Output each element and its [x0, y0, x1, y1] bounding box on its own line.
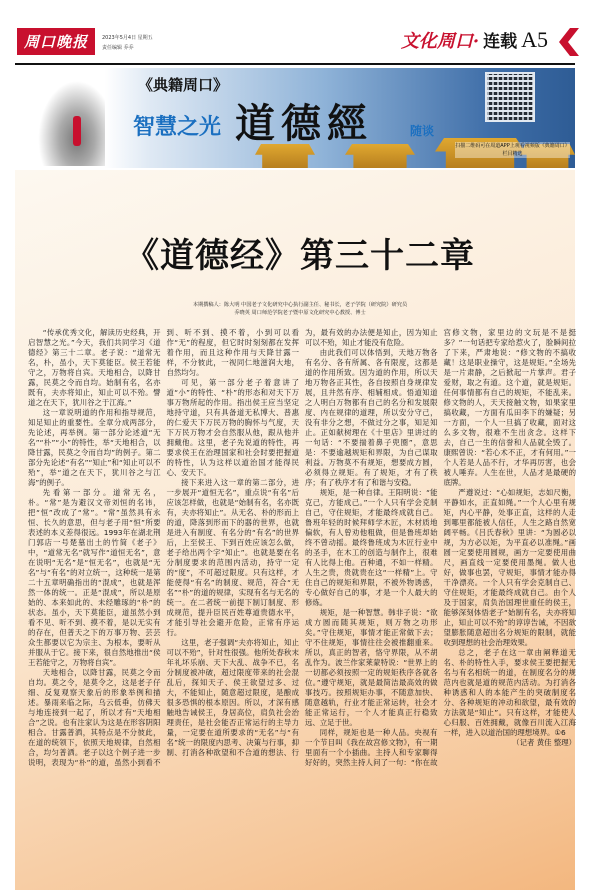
paragraph: 这里，老子强调“夫亦将知止，知止可以不殆”，针对性很强。他所处春秋末年礼坏乐崩、天下大乱、战争不已，名分制度被冲破，超过限度带来的社会混乱后，探知天子、侯王欲望过多、过大，不能知止，随意超过限度，是酿成很多恐惧的根本原因。所以，才深有感触地告诫侯王，身居高位，肩负社会治理责任，是社会能否正常运行的主导力量，一定要在道所要求的“无名”与“有名”统一的限度内思考、决策与行事，抑制、打消各种欲望和不合道的想法、行为，最有效的办法便是知止，因为知止可以不殆，知止才能没有危险。	[166, 328, 438, 757]
banner-series: 《典籍周口》	[138, 76, 229, 94]
qr-code[interactable]	[485, 72, 535, 122]
series-banner	[15, 68, 575, 168]
paragraph: 规矩，是一种智慧。韩非子说：“欲成方圆而随其规矩，则万物之功形矣。”守住规矩，事情才能正常做下去；守不住规矩，事情往往会被推翻重来。所以，真正的智者，恪守界限，从不胡乱作为。波兰作家莱蒙特说：“世界上的一切都必须按照一定的规矩秩序各就各位。”遵守规矩，就是最简洁最高效的做事技巧。按照规矩办事，不随意加快、随意越轨，行业才能正常运转，社会才能正常运行，一个人才能真正行稳致远、立足于世。	[305, 608, 438, 727]
article-title: 《道德经》第三十二章	[125, 236, 475, 276]
contributor-line: 本期撰稿人：陈大明 中国老子文化研究中心执行副主任、秘书长，老子学院（研究院）研究员	[192, 302, 408, 308]
section-heading	[401, 27, 548, 53]
paragraph: “传承优秀文化，解读历史经典，开启智慧之光。”今天，我们共同学习《道德经》第三十二章。老子说：“道常无名，朴，虽小，天下莫能臣。侯王若能守之，万物将自宾。天地相合，以降甘露，民莫之令而自均。始制有名，名亦既有，夫亦将知止，知止可以不殆。譬道之在天下，犹川谷之于江海。”	[28, 328, 161, 407]
paragraph: 规矩，是一种自律。王阳明说：“能克己，方能成己。”一个人只有学会克制自己，守住规矩，才能最终成就自己。鲁班年轻的时候拜师学木匠，木材质地偏软，有人曾劝他粗做，但是鲁班却始终不曾动摇。最终鲁班成为木匠行业中的圣手，在木工的创造与制作上，很难有人比得上他。百种通，不如一样精。人生之贵，贵就贵在这“一样精”上。守住自己的规矩和界限，不被外物诱惑，专心做好自己的事，才是一个人最大的修炼。	[305, 488, 438, 607]
contributor-line: 乔晓英 周口师范学院老子暨中原文化研究中心教授、博士	[234, 310, 366, 316]
qr-caption: 扫描二维码可在周道APP上观看视频版《典籍周口》栏目精选	[455, 143, 570, 157]
paragraph: 严遵说过：“心如规矩，志如尺衡，平静如水，正直如绳。”一个人心里有规矩，内心平静，处事正直，这样的人走到哪里都能被人信任，人生之路自然宽阔平畅。《吕氏春秋》里讲：“为圆必以规，为方必以矩，为平直必以准绳。”画圆一定要使用圆规，画方一定要使用曲尺，画直线一定要使用墨绳。做人也好，做事也罢，守规矩，事情才能办得干净漂亮。一个人只有学会克制自己、守住规矩，才能最终成就自己。由个人及于国家，肩负治国理世重任的侯王，能够深刻体悟老子“始制有名，夫亦将知止，知止可以不殆”的谆谆告诫，不因欲望膨胀随意超出名分规矩的限制，就能收到理想的社会治理效果。	[443, 488, 576, 647]
contributors	[0, 301, 600, 317]
banner-talk: 随谈	[410, 124, 435, 138]
ink-painting-image	[35, 76, 105, 166]
page-number: A5	[521, 27, 548, 52]
section-sub: 连载	[483, 32, 518, 52]
article-body	[28, 328, 576, 768]
editor: 责任编辑 乔乔	[102, 45, 134, 51]
newspaper-logo: 周口晚报	[17, 28, 95, 55]
paragraph: 由此我们可以体悟到，天地万物各有名分、各有所属、各有限度，这都是道的作用所致。因为道的作用，所以天地万物各正其性，各自按照自身规律发展，且井然有序、相辅相成。悟道知道之人明白万物都有自己的名分和发展限度、内在规律的道理，所以安分守己，没有非分之想，不做过分之事，知足知止。正如献树理在《十里店》里讲过的一句话：“不要揣着鼻子兜圈”，意思是：不要逾越规矩和界限，为自己谋取利益。万物莫不有规矩，想要成方圆，必须得立规矩。有了规矩，才有了秩序；有了秩序才有了和谐与安稳。	[305, 348, 438, 487]
paragraph: 可见，第一部分老子着意讲了道“小”的特性、“朴”的形态和对天下万事万物所起的作用。指出侯王应当坚定地持守道，只有具备道无私博大、普惠的仁爱天下万民万物的胸怀与气度，天下万民万物才会自然服从他，跟从他并拥戴他。这里，老子先说道的特性，再要求侯王在治理国家和社会时要把握道的特性，认为这样以道治国才能得民心、安天下。	[166, 378, 299, 477]
paragraph: 接下来进入这一章的第二部分，进一步展开“道恒无名”，重点说“有名”后应该怎样做，也就是“始制有名，名亦既有，夫亦将知止”。从无名、朴的形而上的道，降落到形而下的器的世界，也就是进入有制度、有名分的“有名”的世界后，上至侯王、下到百姓应该怎么做，老子给出两个字“知止”。也就是要在名分制度要求的范围内活动，持守一定的“度”，不可超过限度。只有这样，才能使得“有名”的制度、规范，符合“无名”“朴”的道的规律，实现有名与无名的统一。在二者统一前提下制订制度、形成规范，提升臣民百姓尊道贵德水平，才能引导社会避开危险，正常有序运行。	[166, 478, 299, 637]
banner-book-title: 道德經	[235, 100, 373, 147]
paragraph: 总之，老子在这一章由阐释道无名、朴的特性入手，要求侯王要把握无名与有名相统一的道，在制度名分的规范内也就是道的规范内活动。为打消各种诱惑和人的本能产生的突破制度名分、各种规矩的冲动和欲望，最有效的方法就是“知止”。只有这样，才能使人心归服、百姓拥戴，就像百川流入江海一样，进入以道治国的理想境界。①6	[443, 648, 576, 737]
banner-wisdom: 智慧之光	[133, 115, 222, 140]
paragraph: 先看第一部分。道常无名，朴。“常”是为避汉文帝刘恒的名讳，把“恒”改成了“常”。“常”虽然具有永恒、长久的意思，但与老子用“恒”所要表述的本义差得很远。1993年在湖北荆门郭店一号楚墓出土的竹简《老子》中，“道常无名”就写作“道恒无名”，意在说明“无名”是“恒无名”，也就是“无名”与“有名”的对立统一，这种统一是第二十五章明确指出的“混成”，也就是浑然一体的统一。正是“混成”，所以是原始的、本来如此的、未经雕琢的“朴”的状态。虽小，天下莫能臣，道虽然小到看不见、听不到、摸不着，是以无实有的存在，但普天之下的万事万物、芸芸众生都要以它为宗主、为根本，要听从并服从于它。接下来，很自然地推出“侯王若能守之，万物将自宾”。	[28, 488, 161, 667]
paragraph: 天地相合，以降甘露，民莫之令而自均。莫之令，是莫令之，这是老子仔细、反复观察天象后的形象举例和描述。暴雨来临之际，乌云低垂，仿佛天与地连接到一起了，所以才有“天地相合”之说。也有注家认为这是在形容阴阳相合。甘露普洒，其特点是不分彼此，在道的统领下，依照天地规律，自然相合，均匀普洒。老子以这个例子进一步说明，表现为“朴”的道，虽然小到看不到、听不到、摸不着，小到可以看作“无”的程度，但它时时刻刻都在发挥着作用，而且这种作用与天降甘露一样，不分彼此，一视同仁地滋润大地，自然均匀。	[28, 328, 299, 767]
paragraph: 这一章说明道的作用和指导规范，知足知止的重要性。全章分成两部分，先论述，再举例。第一部分论述道“无名”“朴”“小”的特性，举“天地相合，以降甘露，民莫之令而自均”的例子。第二部分先论述“有名”“知止”和“知止可以不殆”，举“道之在天下，犹川谷之与江海”的例子。	[28, 408, 161, 487]
paragraph: 同样，规矩也是一种人品。央视有一个节目叫《我在故宫修文物》，有一期里面有一个小插曲。主持人和专家聊得好好的，突然主持人问了一句：“你在故宫修文物，家里边的文玩是不是挺多？”一句话把专家给惹火了，脸瞬间拉了下来，严肃地说：“修文物的不搞收藏！这是职业操守，这是规矩。”全场先是一片肃静，之后掀起一片掌声。君子爱财，取之有道。这个道，就是规矩。任何事情都有自己的规矩，不能乱来。修文物的人，天天接触文物，如果家里搞收藏，一方面有瓜田李下的嫌疑；另一方面，一个人一旦搞了收藏，面对这么多文物，很难不生出贪念。这样下去，自己一生的信誉和人品就全毁了。康熙曾说：“若心术不正，才有何用。”一个人若是人品不行，才华再厉害，也会被人唾弃。人生在世，人品才是最硬的底牌。	[305, 328, 576, 767]
byline: （记者 黄佳 整理）	[512, 738, 576, 747]
chevron-left-icon	[559, 28, 579, 56]
header-rule	[15, 63, 575, 65]
section-name: 文化周口·	[400, 31, 480, 52]
issue-date: 2023年5月4日 星期五	[102, 35, 153, 41]
issue-meta	[102, 33, 153, 53]
